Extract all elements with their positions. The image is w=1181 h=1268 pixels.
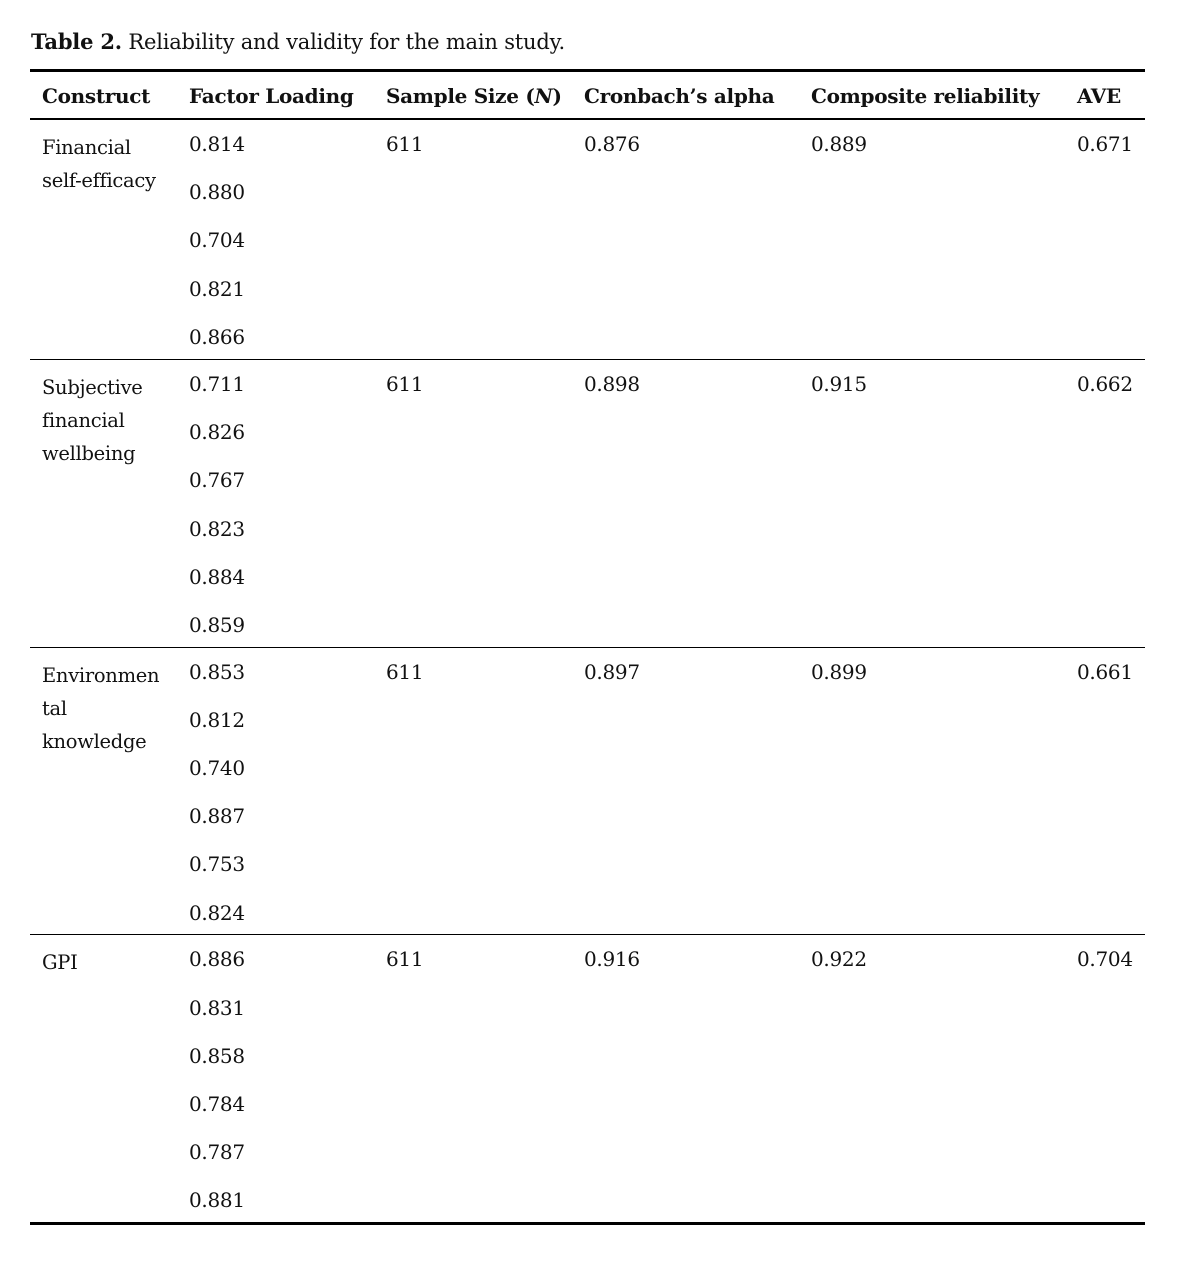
factor-loading-value: 0.886 [189, 947, 245, 972]
header-sample-size-var: N [534, 84, 553, 108]
header-construct: Construct [42, 84, 151, 108]
factor-loading-value: 0.821 [189, 276, 245, 301]
header-cronbach-alpha: Cronbach’s alpha [584, 84, 775, 108]
factor-loading-value: 0.831 [189, 995, 245, 1020]
sample-size-value: 611 [386, 372, 424, 396]
construct-name: Environmental knowledge [42, 663, 160, 753]
header-ave: AVE [1077, 84, 1121, 108]
composite-reliability-value: 0.922 [811, 947, 867, 972]
factor-loading-value: 0.858 [189, 1043, 245, 1068]
construct-name: GPI [42, 951, 78, 975]
factor-loading-value: 0.881 [189, 1188, 245, 1213]
ave-value: 0.704 [1077, 947, 1133, 972]
header-sample-size-prefix: Sample Size ( [386, 84, 535, 108]
ave-value: 0.661 [1077, 659, 1133, 684]
factor-loading-value: 0.823 [189, 516, 245, 541]
reliability-table [30, 69, 1145, 1225]
factor-loading-value: 0.859 [189, 612, 245, 637]
factor-loading-value: 0.880 [189, 180, 245, 205]
table-header-row [30, 72, 1145, 118]
header-factor-loading: Factor Loading [189, 84, 354, 108]
factor-loading-value: 0.824 [189, 900, 245, 925]
factor-loading-value: 0.826 [189, 420, 245, 445]
header-composite-reliability: Composite reliability [811, 84, 1040, 108]
factor-loading-value: 0.787 [189, 1140, 245, 1165]
sample-size-value: 611 [386, 659, 424, 684]
factor-loading-value: 0.814 [189, 132, 245, 156]
factor-loading-value: 0.784 [189, 1091, 245, 1116]
factor-loading-value: 0.884 [189, 564, 245, 589]
factor-loading-value: 0.753 [189, 852, 245, 877]
caption-text: Reliability and validity for the main study. [121, 30, 565, 54]
header-sample-size-suffix: ) [552, 84, 562, 108]
factor-loading-value: 0.767 [189, 468, 245, 493]
caption-label: Table 2. [31, 29, 122, 54]
sample-size-value: 611 [386, 947, 424, 972]
table-row-group [30, 360, 1145, 647]
factor-loading-value: 0.704 [189, 228, 245, 253]
construct-name: Financial self-efficacy [42, 136, 156, 192]
composite-reliability-value: 0.899 [811, 659, 867, 684]
header-sample-size [386, 84, 562, 108]
construct-name: Subjective financial wellbeing [42, 376, 143, 465]
composite-reliability-value: 0.915 [811, 372, 867, 396]
cronbach-alpha-value: 0.916 [584, 947, 640, 972]
table-row-group [30, 120, 1145, 359]
sample-size-value: 611 [386, 132, 424, 156]
ave-value: 0.671 [1077, 132, 1133, 156]
table-row-group [30, 935, 1145, 1222]
table-row-group [30, 648, 1145, 935]
table-caption [31, 28, 565, 56]
factor-loading-value: 0.740 [189, 756, 245, 781]
cronbach-alpha-value: 0.876 [584, 132, 640, 156]
ave-value: 0.662 [1077, 372, 1133, 396]
factor-loadings-list [189, 371, 245, 660]
cronbach-alpha-value: 0.898 [584, 372, 640, 396]
factor-loadings-list [189, 946, 245, 1235]
factor-loading-value: 0.812 [189, 707, 245, 732]
factor-loading-value: 0.887 [189, 804, 245, 829]
factor-loading-value: 0.711 [189, 372, 245, 396]
factor-loading-value: 0.853 [189, 659, 245, 684]
factor-loading-value: 0.866 [189, 324, 245, 349]
table-body [30, 120, 1145, 1222]
composite-reliability-value: 0.889 [811, 132, 867, 156]
factor-loadings-list [189, 131, 245, 372]
cronbach-alpha-value: 0.897 [584, 659, 640, 684]
factor-loadings-list [189, 659, 245, 948]
